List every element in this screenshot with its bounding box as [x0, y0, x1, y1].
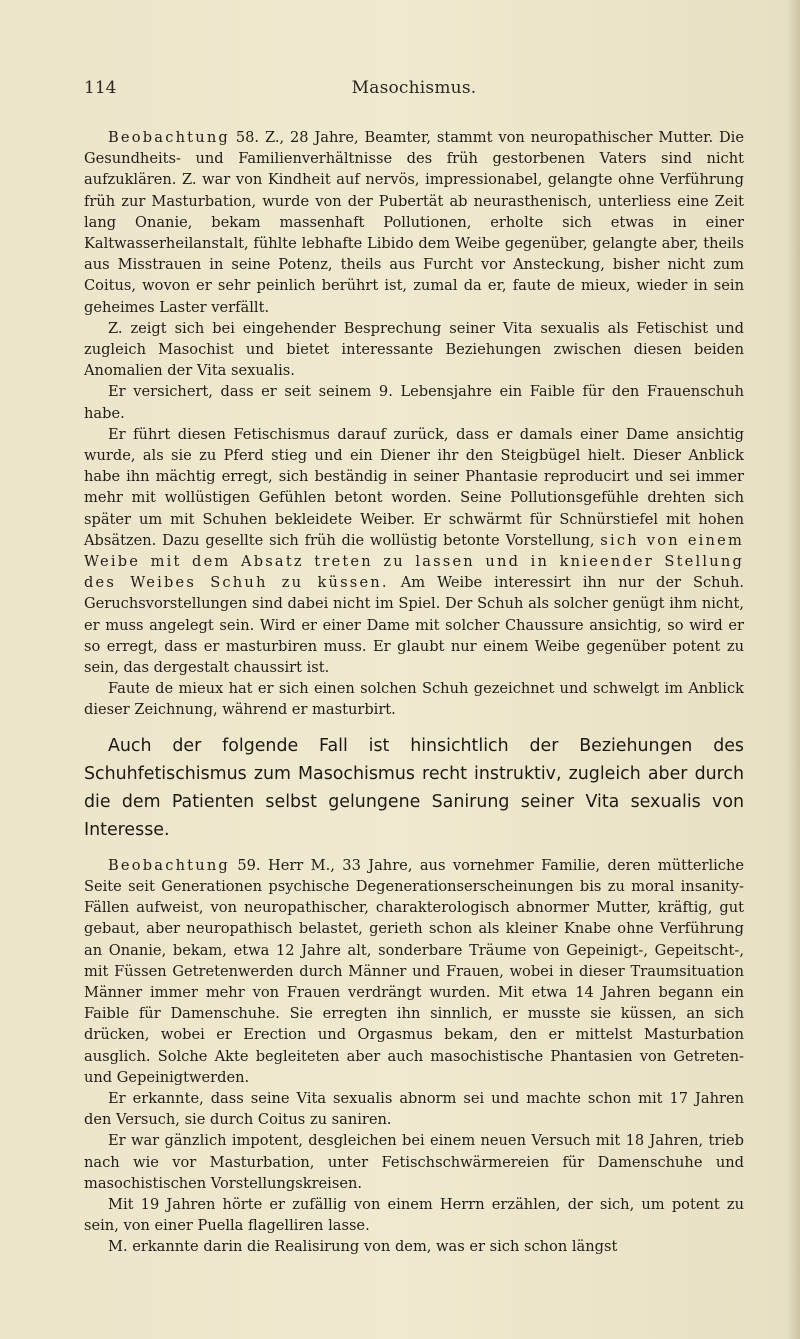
page-header [84, 78, 744, 102]
observation-label: Beobachtung [108, 856, 230, 874]
observation-58-p4-end: Am Weibe interessirt ihn nur der Schuh. Geruchsvorstellungen sind dabei nicht im Spiel. Der Schuh als solcher genügt ihm nicht, er muss angelegt sein. Wird er einer Dame mit solcher Chaussure ansichtig, so wird er so erregt, dass er masturbiren muss. Er glaubt nur einem Weibe gegenüber potent zu sein, das dergestalt chaussirt ist. [84, 574, 744, 677]
page-number: 114 [84, 78, 117, 98]
observation-59-paragraph-5: M. erkannte darin die Realisirung von dem, was er sich schon längst [108, 1238, 618, 1256]
observation-58-p4-start: Er führt diesen Fetischismus darauf zurück, dass er damals einer Dame ansichtig wurde, als sie zu Pferd stieg und ein Diener ihr den Steigbügel hielt. Dieser Anblick habe ihn mächtig erregt, sich beständig in seiner Phantasie reproducirt und sei immer mehr mit wollüstigen Gefühlen betont worden. Seine Pollutionsgefühle drehten sich später um mit Schuhen bekleidete Weiber. Er schwärmt für Schnürstiefel mit hohen Absätzen. Dazu gesellte sich früh die wollüstig betonte Vorstellung, [84, 425, 744, 549]
observation-59-paragraph-2: Er erkannte, dass seine Vita sexualis abnorm sei und machte schon mit 17 Jahren den Versuch, sie durch Coitus zu saniren. [84, 1089, 744, 1129]
observation-58-paragraph-5: Faute de mieux hat er sich einen solchen Schuh gezeichnet und schwelgt im Anblick dieser Zeichnung, während er masturbirt. [84, 680, 744, 719]
observation-59-intro: 59. Herr M., 33 Jahre, aus vornehmer Familie, deren mütterliche Seite seit Generationen psychische Degenerationserscheinungen bis zu moral insanity-Fällen aufweist, von neuropathischer, charakterologisch abnormer Mutter, kräftig, gut gebaut, aber neuropathisch belastet, gerieth schon als kleiner Knabe ohne Verführung an Onanie, bekam, etwa 12 Jahre alt, sonderbare Träume von Gepeinigt-, Gepeitscht-, mit Füssen Getretenwerden durch Männer und Frauen, wobei in dieser Traumsituation Männer immer mehr von Frauen verdrängt wurden. Mit etwa 14 Jahren begann ein Faible für Damenschuhe. Sie erregten ihn sinnlich, er musste sie küssen, an sich drücken, wobei er Erection und Orgasmus bekam, den er mittelst Masturbation ausglich. Solche Akte begleiteten aber auch masochistische Phantasien von Getreten- und Gepeinigtwerden. [84, 856, 744, 1086]
observation-58-paragraph [84, 127, 744, 318]
observation-58-paragraph-2: Z. zeigt sich bei eingehender Besprechung seiner Vita sexualis als Fetischist und zugleich Masochist und bietet interessante Beziehungen zwischen diesen beiden Anomalien der Vita sexualis. [84, 319, 744, 380]
observation-label: Beobachtung [108, 129, 230, 146]
observation-59-paragraph [84, 855, 744, 1088]
interlude-paragraph: Auch der folgende Fall ist hinsichtlich der Beziehungen des Schuhfetischismus zum Masochismus recht instruktiv, zugleich aber durch die dem Patienten selbst gelungene Sanirung seiner Vita sexualis von Interesse. [84, 735, 744, 840]
body-text [84, 127, 744, 1258]
observation-58-emphasis: sich von einem Weibe mit dem Absatz treten zu lassen und in knieender Stellung des Weibes Schuh zu küssen. [84, 531, 744, 592]
observation-59-paragraph-4: Mit 19 Jahren hörte er zufällig von einem Herrn erzählen, der sich, um potent zu sein, von einer Puella flagelliren lasse. [84, 1195, 744, 1235]
observation-58-intro: 58. Z., 28 Jahre, Beamter, stammt von neuropathischer Mutter. Die Gesundheits- und Familienverhältnisse des früh gestorbenen Vaters sind nicht aufzuklären. Z. war von Kindheit auf nervös, impressionabel, gelangte ohne Verführung früh zur Masturbation, wurde von der Pubertät ab neurasthenisch, unterliess eine Zeit lang Onanie, bekam massenhaft Pollutionen, erholte sich etwas in einer Kaltwasserheilanstalt, fühlte lebhafte Libido dem Weibe gegenüber, gelangte aber, theils aus Misstrauen in seine Potenz, theils aus Furcht vor Ansteckung, bisher nicht zum Coitus, wovon er sehr peinlich berührt ist, zumal da er, faute de mieux, wieder in sein geheimes Laster verfällt. [84, 129, 744, 316]
page-edge-shadow [786, 0, 800, 1339]
running-head: Masochismus. [351, 78, 477, 98]
observation-59-paragraph-3: Er war gänzlich impotent, desgleichen bei einem neuen Versuch mit 18 Jahren, trieb nach wie vor Masturbation, unter Fetischschwärmereien für Damenschuhe und masochistischen Vorstellungskreisen. [84, 1132, 744, 1192]
observation-58-paragraph-3: Er versichert, dass er seit seinem 9. Lebensjahre ein Faible für den Frauenschuh habe. [84, 383, 744, 422]
observation-58-paragraph-4 [84, 424, 744, 678]
